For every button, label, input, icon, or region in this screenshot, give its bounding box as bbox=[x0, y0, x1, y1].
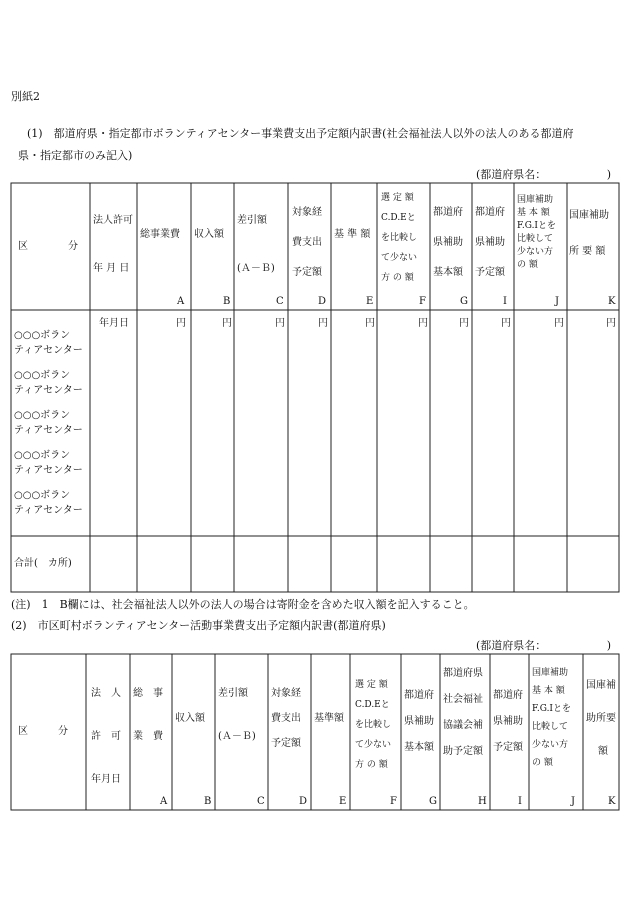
t2-col-k-line3: 予定額 bbox=[493, 742, 523, 753]
t1-col-j-line2: 県補助 bbox=[475, 237, 505, 248]
t2-header-kubun: 区 分 bbox=[18, 726, 68, 737]
t2-col-i-line1: 都道府 bbox=[404, 690, 434, 701]
t1-col-b-line1: 法人許可 bbox=[93, 215, 133, 226]
t2-letter: C bbox=[257, 796, 265, 807]
t2-col-c-line2: 業 費 bbox=[133, 731, 163, 742]
t2-letter: A bbox=[160, 796, 168, 807]
t1-col-h-line5: 方 の 額 bbox=[381, 273, 414, 283]
t1-col-k-line3: F.G.Iとを bbox=[517, 221, 556, 231]
t1-row-label: ○○○ボラン bbox=[14, 490, 71, 501]
t1-row-label: ○○○ボラン bbox=[14, 330, 71, 341]
t2-col-f-line1: 対象経 bbox=[271, 688, 301, 699]
t1-letter: C bbox=[276, 296, 284, 307]
t1-letter: K bbox=[608, 296, 616, 307]
t1-unit-yen: 円 bbox=[318, 318, 328, 329]
t2-col-l-line2: 基 本 額 bbox=[532, 686, 565, 696]
t1-row-label: ティアセンター bbox=[14, 425, 83, 436]
t2-col-c-line1: 総 事 bbox=[133, 688, 163, 699]
t2-col-m-line3: 額 bbox=[598, 746, 608, 757]
t1-col-k-line1: 国庫補助 bbox=[517, 195, 554, 205]
table1-heading: (1) 都道府県・指定都市ボランティアセンター事業費支出予定額内訳書(社会福祉法人以外の法人のある都道府 bbox=[27, 127, 574, 140]
attachment-label: 別紙2 bbox=[11, 90, 40, 103]
t1-row-label: ティアセンター bbox=[14, 385, 83, 396]
t2-col-l-line3: F.G.Iとを bbox=[532, 704, 571, 714]
t1-col-k-line4: 比較して bbox=[517, 234, 554, 244]
t2-letter: E bbox=[339, 796, 347, 807]
t2-col-b-line3: 年月日 bbox=[91, 774, 121, 785]
t1-col-c: 総事業費 bbox=[140, 229, 180, 240]
t2-col-f-line2: 費支出 bbox=[271, 713, 301, 724]
t1-total-label: 合計( カ所) bbox=[14, 558, 72, 569]
t1-letter: J bbox=[555, 296, 560, 307]
t1-col-l-line2: 所 要 額 bbox=[569, 246, 606, 257]
t2-letter: H bbox=[478, 796, 487, 807]
t2-col-m-line2: 助所要 bbox=[586, 713, 616, 724]
t1-letter: D bbox=[318, 296, 327, 307]
t2-col-m-line1: 国庫補 bbox=[586, 680, 616, 691]
t1-col-l-line1: 国庫補助 bbox=[569, 210, 609, 221]
t2-letter: B bbox=[204, 796, 212, 807]
t1-unit-date: 年月日 bbox=[99, 318, 129, 329]
t2-col-i-line3: 基本額 bbox=[404, 742, 434, 753]
t2-col-h-line5: 方 の 額 bbox=[355, 760, 388, 770]
t1-unit-yen: 円 bbox=[275, 318, 285, 329]
t2-col-b-line2: 許 可 bbox=[91, 731, 121, 742]
t1-col-h-line1: 選 定 額 bbox=[381, 193, 414, 203]
t2-col-j-line4: 助予定額 bbox=[443, 746, 483, 757]
t2-col-l-line4: 比較して bbox=[532, 722, 569, 732]
t1-row-label: ティアセンター bbox=[14, 345, 83, 356]
t2-letter: J bbox=[571, 796, 576, 807]
t1-unit-yen: 円 bbox=[459, 318, 469, 329]
t2-letter: I bbox=[518, 796, 522, 807]
t1-letter: I bbox=[503, 296, 507, 307]
t1-col-f-line3: 予定額 bbox=[292, 267, 322, 278]
t1-col-d: 収入額 bbox=[194, 229, 224, 240]
t1-col-k-line5: 少ない方 bbox=[517, 247, 554, 257]
t1-col-j-line3: 予定額 bbox=[475, 267, 505, 278]
table2-prefecture-label: (都道府県名： ) bbox=[476, 639, 612, 652]
t2-col-i-line2: 県補助 bbox=[404, 716, 434, 727]
t1-unit-yen: 円 bbox=[222, 318, 232, 329]
t1-row-label: ティアセンター bbox=[14, 505, 83, 516]
t2-col-j-line1: 都道府県 bbox=[443, 668, 483, 679]
table1-prefecture-label: (都道府県名： ) bbox=[476, 168, 612, 181]
t1-col-i-line2: 県補助 bbox=[433, 237, 463, 248]
t1-letter: G bbox=[460, 296, 468, 307]
t1-col-j-line1: 都道府 bbox=[475, 207, 505, 218]
table1-heading-cont: 県・指定都市のみ記入) bbox=[18, 149, 133, 162]
t1-unit-yen: 円 bbox=[418, 318, 428, 329]
t2-col-h-line4: て少ない bbox=[355, 740, 392, 750]
t1-col-h-line3: を比較し bbox=[381, 233, 418, 243]
t2-col-k-line1: 都道府 bbox=[493, 690, 523, 701]
t2-col-l-line5: 少ない方 bbox=[532, 740, 569, 750]
t1-letter: F bbox=[419, 296, 426, 307]
t1-unit-yen: 円 bbox=[176, 318, 186, 329]
t2-col-h-line3: を比較し bbox=[355, 720, 392, 730]
t1-unit-yen: 円 bbox=[606, 318, 616, 329]
t1-letter: A bbox=[177, 296, 185, 307]
t2-col-g: 基準額 bbox=[314, 713, 344, 724]
t1-col-f-line1: 対象経 bbox=[292, 207, 322, 218]
t1-col-b-line2: 年 月 日 bbox=[93, 263, 130, 274]
t2-col-b-line1: 法 人 bbox=[91, 688, 121, 699]
t1-col-h-line4: て少ない bbox=[381, 253, 418, 263]
t1-unit-yen: 円 bbox=[365, 318, 375, 329]
t1-col-e-line1: 差引額 bbox=[237, 215, 267, 226]
t1-unit-yen: 円 bbox=[554, 318, 564, 329]
t2-col-e-line1: 差引額 bbox=[218, 688, 248, 699]
t1-col-e-line2: (Ａ－Ｂ) bbox=[237, 263, 275, 274]
t1-letter: E bbox=[366, 296, 374, 307]
t1-col-h-line2: C.D.Eと bbox=[381, 213, 416, 223]
t1-row-label: ○○○ボラン bbox=[14, 410, 71, 421]
t1-letter: B bbox=[223, 296, 231, 307]
t2-col-k-line2: 県補助 bbox=[493, 716, 523, 727]
t1-unit-yen: 円 bbox=[501, 318, 511, 329]
t2-col-l-line6: の 額 bbox=[532, 758, 553, 768]
t2-col-h-line1: 選 定 額 bbox=[355, 680, 388, 690]
t2-col-j-line3: 協議会補 bbox=[443, 720, 483, 731]
t1-col-k-line2: 基 本 額 bbox=[517, 208, 550, 218]
t1-col-g: 基 準 額 bbox=[334, 229, 371, 240]
t2-col-d: 収入額 bbox=[175, 713, 205, 724]
t1-col-k-line6: の 額 bbox=[517, 260, 538, 270]
t2-col-f-line3: 予定額 bbox=[271, 738, 301, 749]
t1-col-i-line1: 都道府 bbox=[433, 207, 463, 218]
t1-header-kubun: 区 分 bbox=[18, 241, 78, 252]
t2-col-j-line2: 社会福祉 bbox=[443, 694, 483, 705]
t2-letter: F bbox=[390, 796, 397, 807]
table2-heading: (2) 市区町村ボランティアセンター活動事業費支出予定額内訳書(都道府県) bbox=[11, 619, 386, 632]
t1-row-label: ○○○ボラン bbox=[14, 370, 71, 381]
t2-col-h-line2: C.D.Eと bbox=[355, 700, 390, 710]
t2-letter: K bbox=[608, 796, 616, 807]
t1-col-f-line2: 費支出 bbox=[292, 237, 322, 248]
t2-letter: D bbox=[299, 796, 308, 807]
t1-col-i-line3: 基本額 bbox=[433, 267, 463, 278]
t1-row-label: ○○○ボラン bbox=[14, 450, 71, 461]
t2-col-e-line2: (Ａ－Ｂ) bbox=[218, 731, 256, 742]
t2-letter: G bbox=[429, 796, 437, 807]
t1-row-label: ティアセンター bbox=[14, 465, 83, 476]
note: (注) 1 B欄には、社会福祉法人以外の法人の場合は寄附金を含めた収入額を記入すること。 bbox=[11, 598, 475, 611]
t2-col-l-line1: 国庫補助 bbox=[532, 668, 569, 678]
